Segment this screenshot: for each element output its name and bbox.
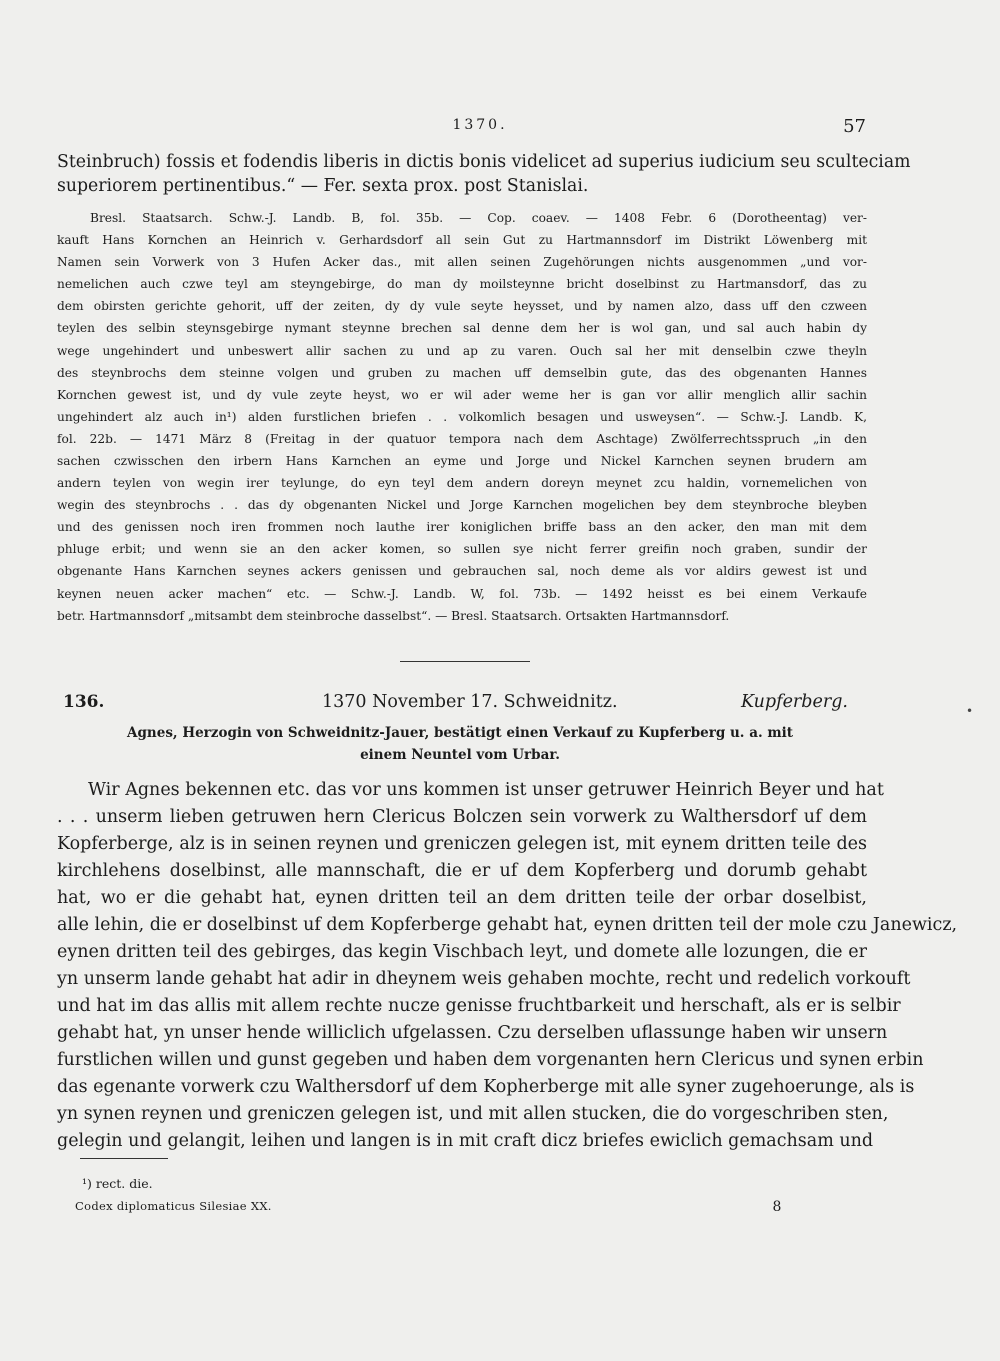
note-line: Bresl. Staatsarch. Schw.-J. Landb. B, fol. 35b. — Cop. coaev. — 1408 Febr. 6 (Dorotheentag) ver-: [90, 211, 867, 225]
note-line: teylen des selbin steynsgebirge nymant steynne brechen sal denne dem her is wol gan, und sal auch habin dy: [57, 321, 867, 335]
intro-line: Steinbruch) fossis et fodendis liberis in dictis bonis videlicet ad superius iudicium seu sculteciam: [57, 152, 911, 172]
note-line: keynen neuen acker machen“ etc. — Schw.-J. Landb. W, fol. 73b. — 1492 heisst es bei einem Verkaufe: [57, 587, 867, 601]
body-line: . . . unserm lieben getruwen hern Clericus Bolczen sein vorwerk zu Walthersdorf uf dem: [57, 807, 867, 827]
note-line: wegin des steynbrochs . . das dy obgenanten Nickel und Jorge Karnchen mogelichen bey dem steynbroche bleyben: [57, 498, 867, 512]
section-divider: [400, 661, 530, 662]
note-line: dem obirsten gerichte gehorit, uff der zeiten, dy dy vule seyte heysset, und by namen alzo, dass uff den czween: [57, 299, 867, 313]
signature-mark: 8: [772, 1199, 782, 1215]
body-line: yn unserm lande gehabt hat adir in dheynem weis gehaben mochte, recht und redelich vorkouft: [57, 969, 911, 989]
note-line: Namen sein Vorwerk von 3 Hufen Acker das., mit allen seinen Zugehörungen nichts ausgenommen „und vor-: [57, 255, 867, 269]
body-line: hat, wo er die gehabt hat, eynen dritten teil an dem dritten teile der orbar doselbist,: [57, 888, 867, 908]
running-head-year: 1370.: [452, 117, 508, 133]
body-line: kirchlehens doselbinst, alle mannschaft, die er uf dem Kopferberg und dorumb gehabt: [57, 861, 867, 881]
footnote: ¹) rect. die.: [82, 1176, 153, 1191]
page-number: 57: [843, 116, 866, 137]
body-line: alle lehin, die er doselbinst uf dem Kopferberge gehabt hat, eynen dritten teil der mole czu Janewicz,: [57, 915, 958, 935]
document-date: 1370 November 17. Schweidnitz.: [322, 692, 618, 712]
codex-line: Codex diplomaticus Silesiae XX.: [75, 1199, 272, 1213]
note-line: obgenante Hans Karnchen seynes ackers genissen und gebrauchen sal, noch deme als vor aldirs gewest ist und: [57, 564, 867, 578]
body-line: Kopferberge, alz is in seinen reynen und greniczen gelegen ist, mit eynem dritten teile des: [57, 834, 867, 854]
note-line: ungehindert alz auch in¹) alden furstlichen briefen . . volkomlich besagen und usweysen“. — Schw.-J. Landb. K,: [57, 410, 867, 424]
body-line: furstlichen willen und gunst gegeben und haben dem vorgenanten hern Clericus und synen erbin: [57, 1050, 924, 1070]
margin-dot: •: [966, 704, 974, 718]
note-line: andern teylen von wegin irer teylunge, do eyn teyl dem andern doreyn meynet zcu haldin, vornemelichen von: [57, 476, 867, 490]
body-line: gelegin und gelangit, leihen und langen is in mit craft dicz briefes ewiclich gemachsam und: [57, 1131, 874, 1151]
body-line: Wir Agnes bekennen etc. das vor uns kommen ist unser getruwer Heinrich Beyer und hat: [88, 780, 884, 800]
body-line: eynen dritten teil des gebirges, das kegin Vischbach leyt, und domete alle lozungen, die er: [57, 942, 867, 962]
document-summary-line: einem Neuntel vom Urbar.: [360, 747, 560, 763]
note-line: kauft Hans Kornchen an Heinrich v. Gerhardsdorf all sein Gut zu Hartmannsdorf im Distrikt Löwenberg mit: [57, 233, 867, 247]
document-summary-line: Agnes, Herzogin von Schweidnitz-Jauer, bestätigt einen Verkauf zu Kupferberg u. a. mit: [127, 725, 793, 741]
note-line: und des genissen noch iren frommen noch lauthe irer koniglichen briffe bass an den acker, den man mit dem: [57, 520, 867, 534]
note-line: nemelichen auch czwe teyl am steyngebirge, do man dy moilsteynne bricht doselbinst zu Hartmansdorf, das zu: [57, 277, 867, 291]
body-line: und hat im das allis mit allem rechte nucze genisse fruchtbarkeit und herschaft, als er is selbir: [57, 996, 901, 1016]
body-line: das egenante vorwerk czu Walthersdorf uf dem Kopherberge mit alle syner zugehoerunge, als is: [57, 1077, 915, 1097]
body-line: gehabt hat, yn unser hende williclich ufgelassen. Czu derselben uflassunge haben wir unsern: [57, 1023, 888, 1043]
note-line: des steynbrochs dem steinne volgen und gruben zu machen uff demselbin gute, das des obgenanten Hannes: [57, 366, 867, 380]
document-number: 136.: [63, 692, 105, 712]
note-line: betr. Hartmannsdorf „mitsambt dem steinbroche dasselbst“. — Bresl. Staatsarch. Ortsakten Hartmannsdorf.: [57, 609, 730, 623]
note-line: Kornchen gewest ist, und dy vule zeyte heyst, wo er wil ader weme her is gan vor allir menglich allir sachin: [57, 388, 867, 402]
note-line: wege ungehindert und unbeswert allir sachen zu und ap zu varen. Ouch sal her mit denselbin czwe theyln: [57, 344, 867, 358]
document-place: Kupferberg.: [740, 692, 848, 712]
footnote-rule: [80, 1158, 168, 1159]
note-line: sachen czwisschen den irbern Hans Karnchen an eyme und Jorge und Nickel Karnchen seynen brudern am: [57, 454, 867, 468]
intro-line: superiorem pertinentibus.“ — Fer. sexta prox. post Stanislai.: [57, 176, 589, 196]
body-line: yn synen reynen und greniczen gelegen ist, und mit allen stucken, die do vorgeschriben sten,: [57, 1104, 889, 1124]
note-line: phluge erbit; und wenn sie an den acker komen, so sullen sye nicht ferrer greifin noch graben, sundir der: [57, 542, 867, 556]
note-line: fol. 22b. — 1471 März 8 (Freitag in der quatuor tempora nach dem Aschtage) Zwölferrechtsspruch „in den: [57, 432, 867, 446]
